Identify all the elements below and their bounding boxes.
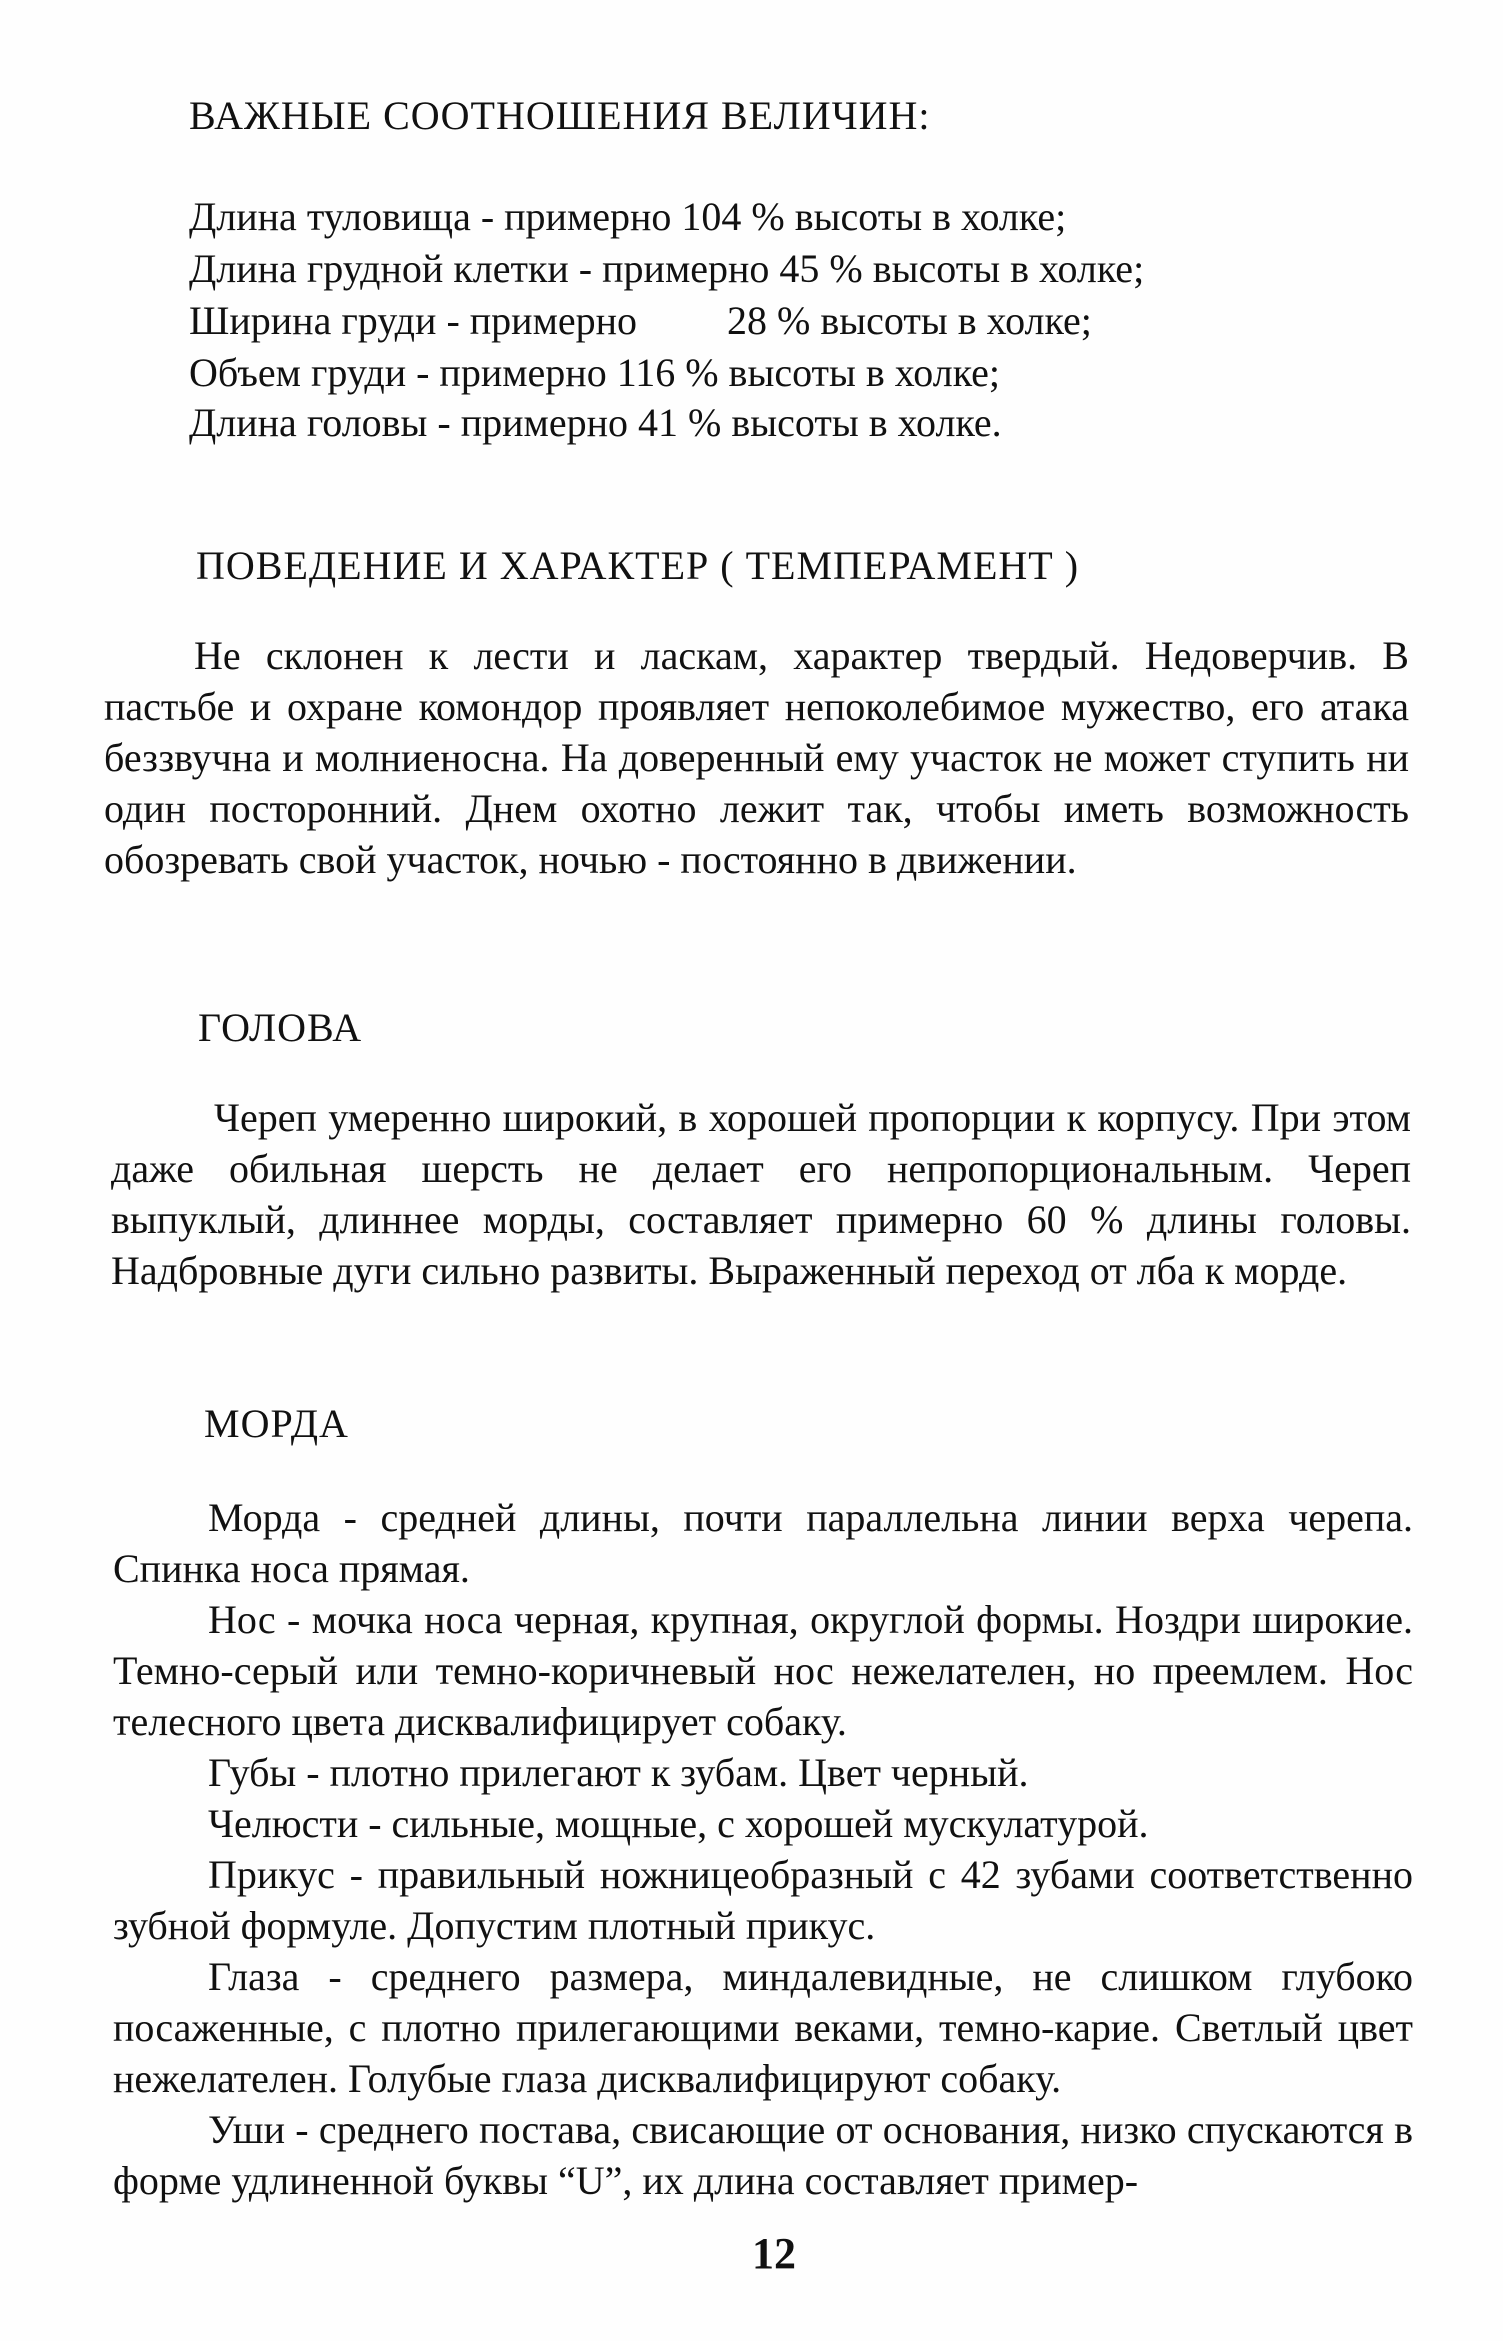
- muzzle-heading: МОРДА: [204, 1401, 349, 1446]
- eyes-paragraph: Глаза - среднего размера, миндалевидные, не слишком глубоко посаженные, с плотно прилегающими веками, темно-карие. Светлый цвет нежелателен. Голубые глаза дисквалифицируют собаку.: [113, 1954, 1413, 2101]
- head-paragraph: Череп умеренно широкий, в хорошей пропорции к корпусу. При этом даже обильная шерсть не делает его непропорциональным. Череп выпуклый, длиннее морды, составляет примерно 60 % длины головы. Надбровные дуги сильно развиты. Выраженный переход от лба к морде.: [111, 1095, 1411, 1293]
- ears-paragraph: Уши - среднего постава, свисающие от основания, низко спускаются в форме удлиненной буквы “U”, их длина составляет пример-: [113, 2107, 1413, 2203]
- ratio-line-chest-volume: Объем груди - примерно 116 % высоты в холке;: [189, 350, 1000, 395]
- ratio-line-body-length: Длина туловища - примерно 104 % высоты в холке;: [189, 194, 1067, 239]
- ratio-line-chest-width: Ширина груди - примерно 28 % высоты в холке;: [189, 298, 1092, 343]
- muzzle-paragraph: Морда - средней длины, почти параллельна линии верха черепа. Спинка носа прямая.: [113, 1495, 1413, 1591]
- ratios-heading: ВАЖНЫЕ СООТНОШЕНИЯ ВЕЛИЧИН:: [189, 93, 931, 138]
- muzzle-body: [113, 1492, 1413, 2206]
- jaws-paragraph: Челюсти - сильные, мощные, с хорошей мускулатурой.: [208, 1801, 1149, 1846]
- ratio-line-chest-length: Длина грудной клетки - примерно 45 % высоты в холке;: [189, 246, 1145, 291]
- nose-paragraph: Нос - мочка носа черная, крупная, округлой формы. Ноздри широкие. Темно-серый или темно-коричневый нос нежелателен, но преемлем. Нос телесного цвета дисквалифицирует собаку.: [113, 1597, 1413, 1744]
- head-heading: ГОЛОВА: [198, 1005, 363, 1050]
- page-number: 12: [752, 2229, 796, 2278]
- behavior-heading: ПОВЕДЕНИЕ И ХАРАКТЕР ( ТЕМПЕРАМЕНТ ): [196, 543, 1080, 588]
- behavior-paragraph: Не склонен к лести и ласкам, характер твердый. Недоверчив. В пастьбе и охране комондор проявляет непоколебимое мужество, его атака беззвучна и молниеносна. На доверенный ему участок не может ступить ни один посторонний. Днем охотно лежит так, чтобы иметь возможность обозревать свой участок, ночью - постоянно в движении.: [104, 633, 1409, 882]
- ratio-line-head-length: Длина головы - примерно 41 % высоты в холке.: [189, 400, 1002, 445]
- bite-paragraph: Прикус - правильный ножницеобразный с 42 зубами соответственно зубной формуле. Допустим плотный прикус.: [113, 1852, 1413, 1948]
- lips-paragraph: Губы - плотно прилегают к зубам. Цвет черный.: [208, 1750, 1029, 1795]
